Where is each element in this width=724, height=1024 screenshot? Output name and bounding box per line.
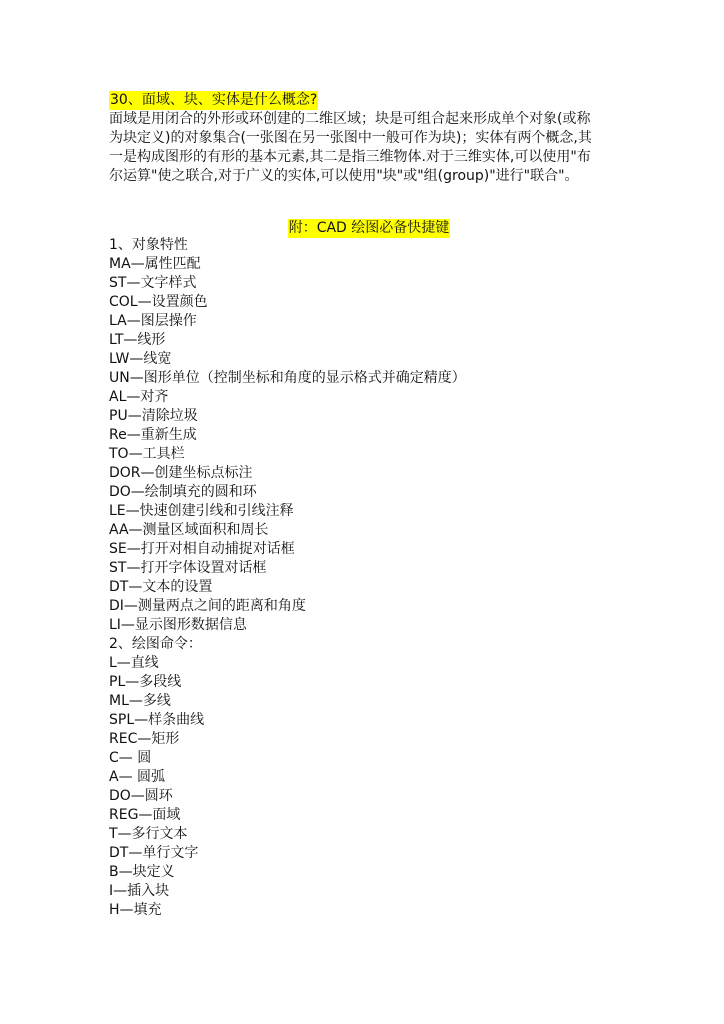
- list-item: DT—文本的设置: [109, 579, 213, 595]
- list-item: DOR—创建坐标点标注: [109, 465, 253, 481]
- section-30-line-1: 面域是用闭合的外形或环创建的二维区域；块是可组合起来形成单个对象(或称: [109, 111, 591, 127]
- list-item: 2、绘图命令：: [109, 636, 202, 652]
- document-content: [109, 89, 629, 920]
- list-item: C— 圆: [109, 750, 152, 766]
- list-item: SPL—样条曲线: [109, 712, 205, 728]
- list-item: DI—测量两点之间的距离和角度: [109, 598, 306, 614]
- list-item: PL—多段线: [109, 674, 182, 690]
- list-item: DO—圆环: [109, 788, 173, 804]
- section-30-line-3: 一是构成图形的有形的基本元素,其二是指三维物体.对于三维实体,可以使用"布: [109, 149, 591, 165]
- list-item: ST—打开字体设置对话框: [109, 560, 267, 576]
- appendix-heading: [109, 217, 629, 236]
- section-30-line-4: 尔运算"使之联合,对于广义的实体,可以使用"块"或"组(group)"进行"联合"。: [109, 168, 579, 184]
- list-item: SE—打开对相自动捕捉对话框: [109, 541, 295, 557]
- list-item: AL—对齐: [109, 389, 169, 405]
- list-item: B—块定义: [109, 864, 175, 880]
- shortcut-list: [109, 236, 629, 920]
- list-item: AA—测量区域面积和周长: [109, 522, 269, 538]
- list-item: I—插入块: [109, 883, 170, 899]
- list-item: COL—设置颜色: [109, 294, 208, 310]
- list-item: LA—图层操作: [109, 313, 197, 329]
- list-item: L—直线: [109, 655, 159, 671]
- list-item: DT—单行文字: [109, 845, 199, 861]
- list-item: Re—重新生成: [109, 427, 197, 443]
- list-item: REG—面域: [109, 807, 181, 823]
- list-item: A— 圆弧: [109, 769, 166, 785]
- list-item: LI—显示图形数据信息: [109, 617, 247, 633]
- list-item: H—填充: [109, 902, 162, 918]
- list-item: ML—多线: [109, 693, 171, 709]
- list-item: REC—矩形: [109, 731, 180, 747]
- appendix-title: 附：CAD 绘图必备快捷键: [288, 220, 450, 236]
- list-item: 1、对象特性: [109, 237, 188, 253]
- list-item: LT—线形: [109, 332, 166, 348]
- list-item: TO—工具栏: [109, 446, 185, 462]
- list-item: DO—绘制填充的圆和环: [109, 484, 257, 500]
- list-item: T—多行文本: [109, 826, 188, 842]
- list-item: PU—清除垃圾: [109, 408, 198, 424]
- list-item: UN—图形单位（控制坐标和角度的显示格式并确定精度）: [109, 370, 466, 386]
- list-item: ST—文字样式: [109, 275, 197, 291]
- section-30-line-2: 为块定义)的对象集合(一张图在另一张图中一般可作为块)；实体有两个概念,其: [109, 130, 592, 146]
- list-item: LW—线宽: [109, 351, 172, 367]
- list-item: MA—属性匹配: [109, 256, 201, 272]
- section-30-title-row: [109, 89, 629, 110]
- list-item: LE—快速创建引线和引线注释: [109, 503, 294, 519]
- section-30: [109, 89, 629, 186]
- section-30-title: 30、面域、块、实体是什么概念?: [110, 92, 318, 108]
